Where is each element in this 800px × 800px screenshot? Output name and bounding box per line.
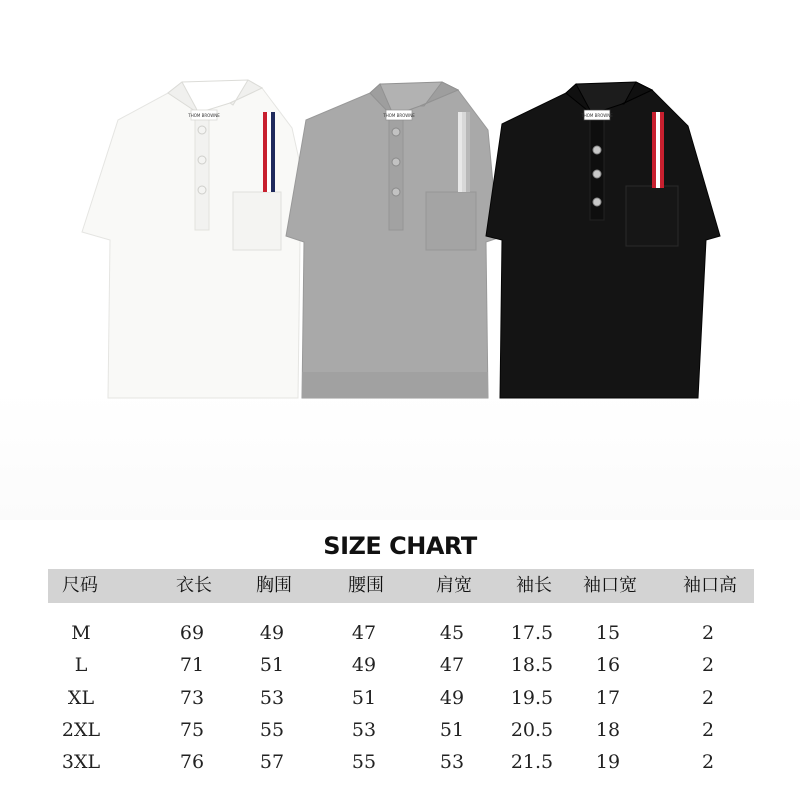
cuff-height-cell: 2 [701, 687, 715, 709]
cuff-height-cell: 2 [701, 654, 715, 676]
header-shoulder: 肩宽 [436, 575, 472, 596]
sleeve-length-cell: 19.5 [510, 687, 554, 709]
header-chest: 胸围 [256, 575, 292, 596]
sleeve-length-cell: 18.5 [510, 654, 554, 676]
header-length: 衣长 [176, 575, 212, 596]
sleeve-length-cell: 20.5 [510, 719, 554, 741]
gray-polo-brand-tag: THOM BROWNE [383, 113, 415, 118]
cuff-width-cell: 17 [595, 687, 621, 709]
cuff-width-cell: 18 [595, 719, 621, 741]
size-cell: 3XL [61, 751, 101, 773]
shoulder-cell: 45 [439, 622, 465, 644]
table-row [0, 651, 800, 679]
waist-cell: 55 [351, 751, 377, 773]
sleeve-length-cell: 21.5 [510, 751, 554, 773]
shoulder-cell: 49 [439, 687, 465, 709]
size-cell: XL [67, 687, 95, 709]
shoulder-cell: 51 [439, 719, 465, 741]
waist-cell: 53 [351, 719, 377, 741]
header-cuff-height: 袖口高 [683, 575, 737, 596]
shoulder-cell: 53 [439, 751, 465, 773]
size-cell: 2XL [61, 719, 101, 741]
table-row [0, 619, 800, 647]
length-cell: 69 [179, 622, 205, 644]
chest-cell: 53 [259, 687, 285, 709]
black-polo-brand-tag: THOM BROWNE [581, 113, 613, 118]
cuff-height-cell: 2 [701, 719, 715, 741]
table-row [0, 716, 800, 744]
header-cuff-width: 袖口宽 [583, 575, 637, 596]
cuff-width-cell: 16 [595, 654, 621, 676]
sleeve-length-cell: 17.5 [510, 622, 554, 644]
waist-cell: 49 [351, 654, 377, 676]
white-polo [82, 80, 316, 398]
waist-cell: 51 [351, 687, 377, 709]
size-cell: L [74, 654, 88, 676]
cuff-width-cell: 19 [595, 751, 621, 773]
size-cell: M [71, 622, 91, 644]
size-chart-title: SIZE CHART [323, 532, 477, 560]
table-row [0, 684, 800, 712]
length-cell: 73 [179, 687, 205, 709]
shoulder-cell: 47 [439, 654, 465, 676]
length-cell: 71 [179, 654, 205, 676]
header-size: 尺码 [62, 575, 98, 596]
white-polo-brand-tag: THOM BROWNE [188, 113, 220, 118]
chest-cell: 55 [259, 719, 285, 741]
cuff-height-cell: 2 [701, 622, 715, 644]
waist-cell: 47 [351, 622, 377, 644]
header-waist: 腰围 [348, 575, 384, 596]
chest-cell: 57 [259, 751, 285, 773]
length-cell: 76 [179, 751, 205, 773]
chest-cell: 51 [259, 654, 285, 676]
header-sleeve-length: 袖长 [516, 575, 552, 596]
gray-polo [286, 82, 498, 398]
size-chart-header [48, 569, 754, 603]
table-row [0, 748, 800, 776]
cuff-width-cell: 15 [595, 622, 621, 644]
length-cell: 75 [179, 719, 205, 741]
black-polo [486, 82, 720, 398]
cuff-height-cell: 2 [701, 751, 715, 773]
chest-cell: 49 [259, 622, 285, 644]
